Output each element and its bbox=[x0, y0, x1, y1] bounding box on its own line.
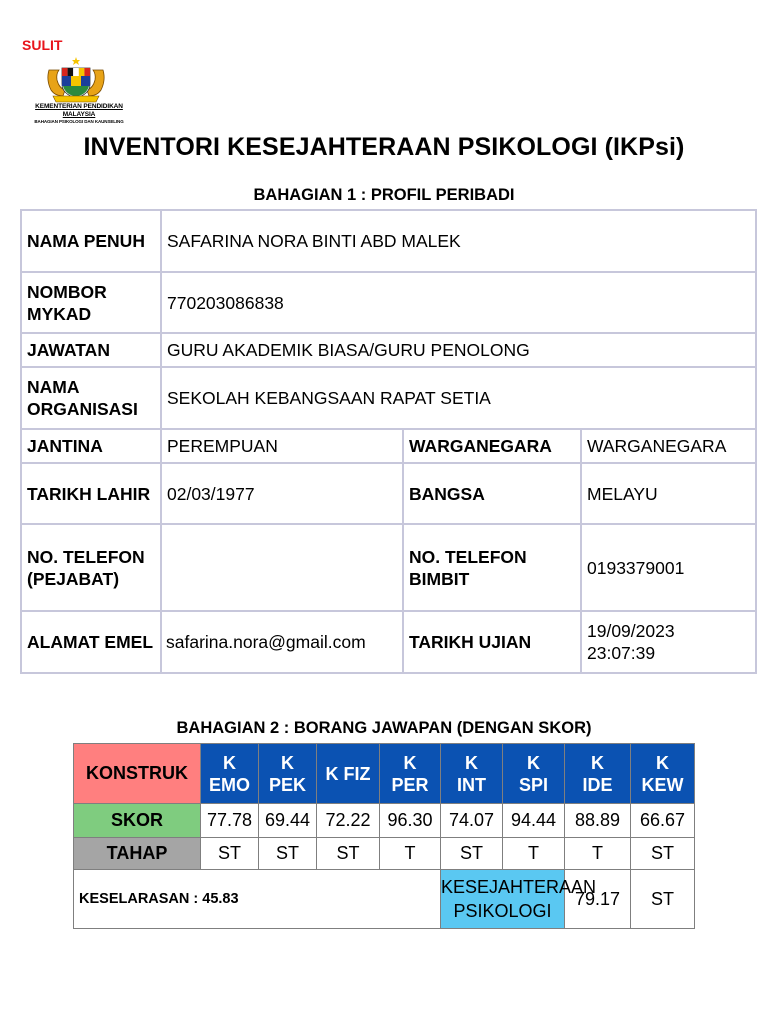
section1-title: BAHAGIAN 1 : PROFIL PERIBADI bbox=[253, 186, 515, 204]
construct-line2: PER bbox=[391, 774, 429, 795]
value-nombor-mykad: 770203086838 bbox=[161, 272, 756, 333]
kesejahteraan-line2: PSIKOLOGI bbox=[453, 901, 552, 921]
ministry-division-text: BAHAGIAN PSIKOLOGI DAN KAUNSELING bbox=[34, 119, 124, 124]
label-nombor-mykad: NOMBOR MYKAD bbox=[21, 272, 161, 333]
row-tarikh-lahir bbox=[21, 463, 756, 524]
tahap-value: ST bbox=[631, 838, 695, 870]
tahap-value: T bbox=[380, 838, 441, 870]
tahap-value: ST bbox=[201, 838, 259, 870]
label-tarikh-lahir: TARIKH LAHIR bbox=[21, 463, 161, 524]
construct-line2: PEK bbox=[268, 774, 306, 795]
section2-title: BAHAGIAN 2 : BORANG JAWAPAN (DENGAN SKOR) bbox=[176, 719, 592, 737]
construct-line2: SPI bbox=[518, 774, 548, 795]
row-nama-penuh bbox=[21, 210, 756, 272]
kesejahteraan-tahap: ST bbox=[631, 870, 695, 929]
label-jawatan: JAWATAN bbox=[21, 333, 161, 367]
label-jantina: JANTINA bbox=[21, 429, 161, 463]
construct-line1: K bbox=[527, 752, 540, 773]
skor-value: 96.30 bbox=[380, 804, 441, 838]
value-tarikh-ujian bbox=[581, 611, 756, 673]
row-nombor-mykad bbox=[21, 272, 756, 333]
skor-value: 94.44 bbox=[503, 804, 565, 838]
value-telefon-pejabat bbox=[161, 524, 403, 611]
construct-k-int bbox=[441, 744, 503, 804]
tahap-value: T bbox=[503, 838, 565, 870]
label-tarikh-ujian: TARIKH UJIAN bbox=[403, 611, 581, 673]
skor-value: 88.89 bbox=[565, 804, 631, 838]
label-bangsa: BANGSA bbox=[403, 463, 581, 524]
tahap-value: ST bbox=[441, 838, 503, 870]
tahap-label: TAHAP bbox=[74, 838, 201, 870]
profile-table bbox=[20, 209, 757, 674]
label-alamat-emel: ALAMAT EMEL bbox=[21, 611, 161, 673]
value-tarikh-ujian-date: 19/09/2023 bbox=[587, 621, 675, 641]
value-nama-organisasi: SEKOLAH KEBANGSAAN RAPAT SETIA bbox=[161, 367, 756, 429]
score-table bbox=[73, 743, 695, 929]
construct-k-pek bbox=[259, 744, 317, 804]
keselarasan-label: KESELARASAN : 45.83 bbox=[74, 870, 441, 929]
value-bangsa: MELAYU bbox=[581, 463, 756, 524]
skor-label: SKOR bbox=[74, 804, 201, 838]
construct-k-fiz bbox=[317, 744, 380, 804]
document-title: INVENTORI KESEJAHTERAAN PSIKOLOGI (IKPsi) bbox=[83, 133, 685, 161]
row-jawatan bbox=[21, 333, 756, 367]
tahap-value: T bbox=[565, 838, 631, 870]
row-jantina bbox=[21, 429, 756, 463]
kesejahteraan-line1: KESEJAHTERAAN bbox=[441, 877, 597, 897]
tahap-value: ST bbox=[317, 838, 380, 870]
kesejahteraan-psikologi-label bbox=[441, 870, 597, 929]
construct-k-kew bbox=[631, 744, 695, 804]
value-nama-penuh: SAFARINA NORA BINTI ABD MALEK bbox=[161, 210, 756, 272]
skor-value: 69.44 bbox=[259, 804, 317, 838]
row-emel bbox=[21, 611, 756, 673]
construct-k-ide bbox=[565, 744, 631, 804]
row-nama-organisasi bbox=[21, 367, 756, 429]
value-jantina: PEREMPUAN bbox=[161, 429, 403, 463]
construct-line2: IDE bbox=[582, 774, 613, 795]
construct-line1: K FIZ bbox=[325, 763, 371, 784]
label-nama-organisasi: NAMA ORGANISASI bbox=[21, 367, 161, 429]
row-telefon bbox=[21, 524, 756, 611]
classification-label: SULIT bbox=[22, 37, 63, 53]
value-alamat-emel: safarina.nora@gmail.com bbox=[161, 611, 403, 673]
tahap-value: ST bbox=[259, 838, 317, 870]
tahap-row bbox=[74, 838, 695, 870]
construct-line1: K bbox=[656, 752, 669, 773]
value-tarikh-ujian-time: 23:07:39 bbox=[587, 643, 656, 663]
value-telefon-bimbit: 0193379001 bbox=[581, 524, 756, 611]
construct-header-row bbox=[74, 744, 695, 804]
construct-k-spi bbox=[503, 744, 565, 804]
ministry-name-text: KEMENTERIAN PENDIDIKAN MALAYSIA bbox=[35, 103, 123, 118]
construct-line2: EMO bbox=[208, 774, 250, 795]
kesejahteraan-skor: 79.17 bbox=[565, 870, 631, 929]
label-warganegara: WARGANEGARA bbox=[403, 429, 581, 463]
construct-k-per bbox=[380, 744, 441, 804]
skor-value: 77.78 bbox=[201, 804, 259, 838]
ministry-name bbox=[20, 103, 138, 125]
skor-row bbox=[74, 804, 695, 838]
construct-line2: INT bbox=[457, 774, 486, 795]
label-telefon-bimbit: NO. TELEFON BIMBIT bbox=[403, 524, 581, 611]
kesejahteraan-row bbox=[74, 870, 695, 929]
construct-line1: K bbox=[223, 752, 236, 773]
construct-line1: K bbox=[465, 752, 478, 773]
construct-line1: K bbox=[281, 752, 294, 773]
value-jawatan: GURU AKADEMIK BIASA/GURU PENOLONG bbox=[161, 333, 756, 367]
construct-k-emo bbox=[201, 744, 259, 804]
malaysia-coat-of-arms-icon bbox=[45, 56, 107, 104]
skor-value: 72.22 bbox=[317, 804, 380, 838]
konstruk-label: KONSTRUK bbox=[74, 744, 201, 804]
label-nama-penuh: NAMA PENUH bbox=[21, 210, 161, 272]
construct-line1: K bbox=[403, 752, 417, 773]
value-warganegara: WARGANEGARA bbox=[581, 429, 756, 463]
construct-line2: KEW bbox=[641, 774, 684, 795]
construct-line1: K bbox=[591, 752, 604, 773]
value-tarikh-lahir: 02/03/1977 bbox=[161, 463, 403, 524]
skor-value: 66.67 bbox=[631, 804, 695, 838]
label-telefon-pejabat: NO. TELEFON (PEJABAT) bbox=[21, 524, 161, 611]
skor-value: 74.07 bbox=[441, 804, 503, 838]
